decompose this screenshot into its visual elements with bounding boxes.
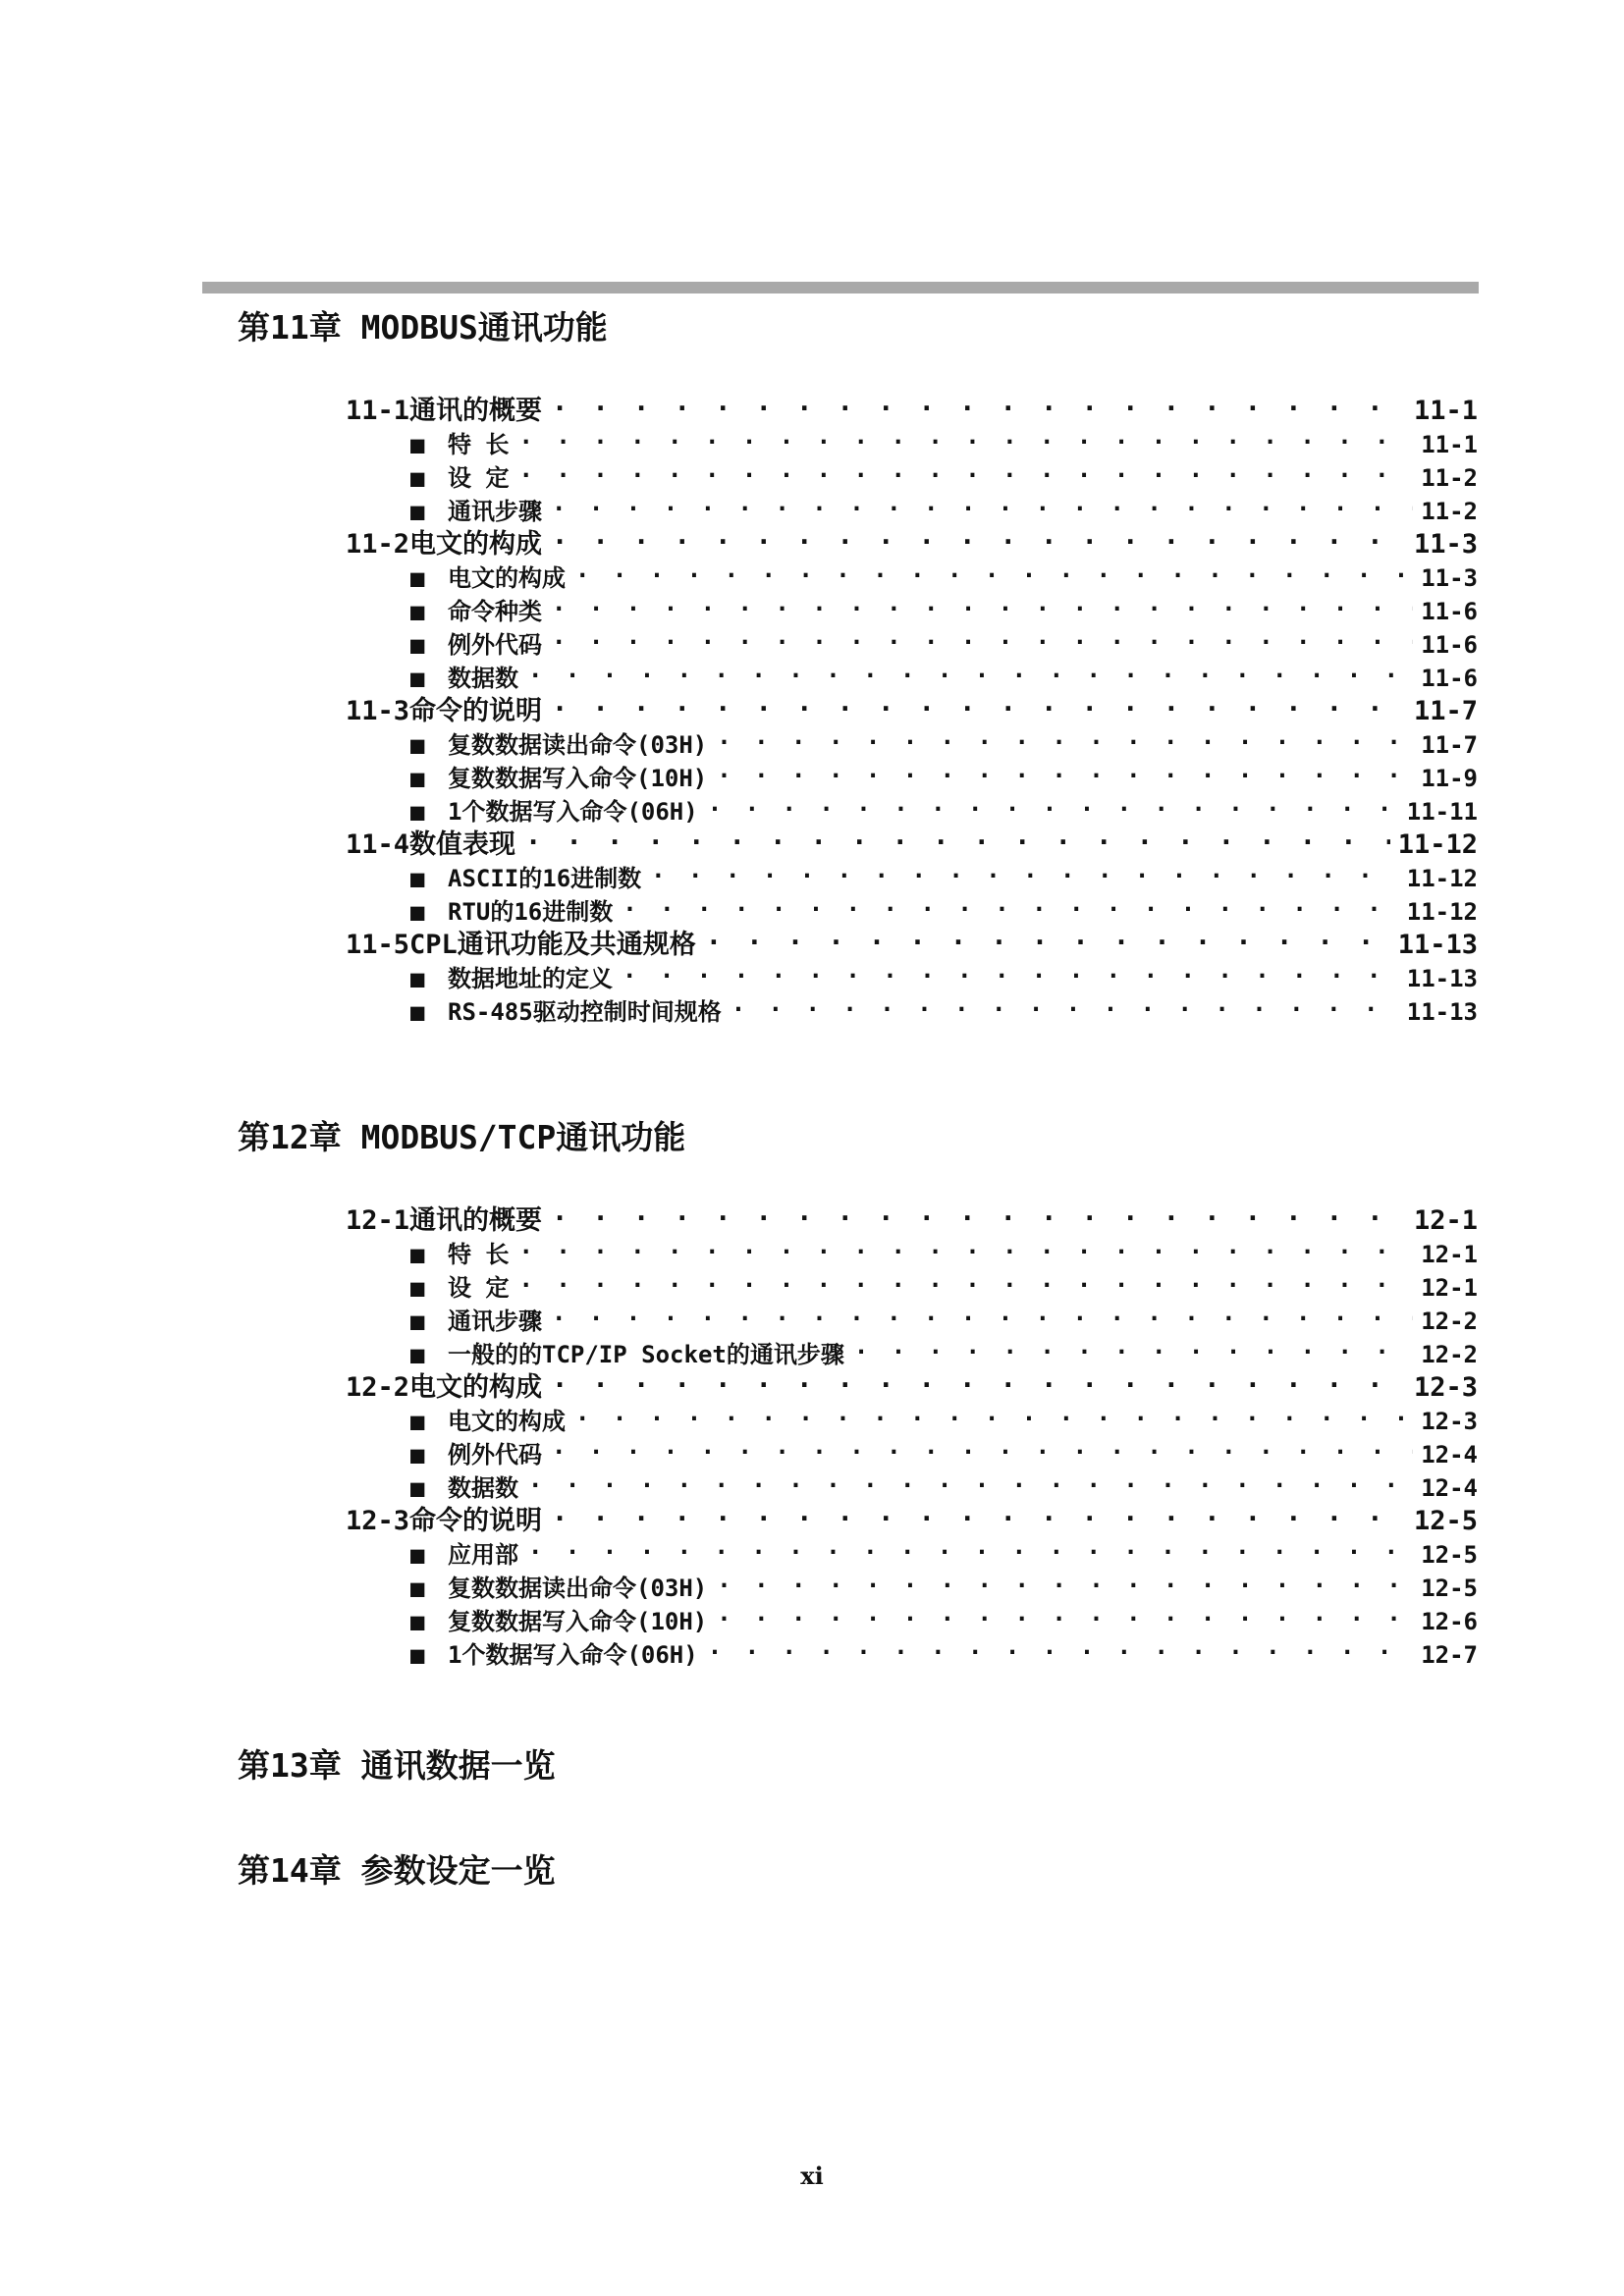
toc-entry-page: 11-3 [1413,529,1478,560]
toc-entry[interactable] [410,886,1478,926]
toc-entry-page: 12-2 [1421,1341,1478,1368]
dot-leader [528,1529,1413,1563]
dot-leader [623,953,1399,987]
bullet-square-icon: ■ [410,1608,425,1635]
toc-entry-page: 12-5 [1421,1575,1478,1602]
toc-entry[interactable] [346,920,1478,960]
toc-entry-label: 数据数 [448,1474,518,1502]
dot-leader [552,486,1413,519]
page-number: xi [800,2162,824,2190]
dot-leader [651,853,1399,886]
toc-entry[interactable] [410,987,1478,1026]
toc-entry-page: 12-1 [1421,1274,1478,1302]
toc-entry-label: 11-2电文的构成 [346,529,543,560]
dot-leader [518,453,1413,486]
toc-entry-page: 11-2 [1421,464,1478,492]
toc-entry-label: 设 定 [448,1274,510,1302]
toc-entry-label: 11-5CPL通讯功能及共通规格 [346,930,696,960]
toc-entry[interactable] [410,486,1478,525]
bullet-square-icon: ■ [410,1541,425,1569]
header-rule [202,282,1479,294]
bullet-square-icon: ■ [410,1441,425,1468]
toc-entry-page: 11-1 [1421,431,1478,458]
toc-entry-label: 通讯步骤 [448,498,542,525]
toc-entry[interactable] [410,1629,1478,1669]
toc-entry[interactable] [346,519,1478,560]
toc-entry-label: 复数数据写入命令(10H) [448,765,708,792]
toc-entry[interactable] [410,720,1478,759]
toc-entry-label: RTU的16进制数 [448,898,614,926]
chapter-title: 第14章 参数设定一览 [238,1851,556,1890]
toc-entry[interactable] [410,753,1478,792]
toc-entry-label: 通讯步骤 [448,1308,542,1335]
bullet-square-icon: ■ [410,1308,425,1335]
toc-entry-page: 11-13 [1406,965,1478,992]
bullet-square-icon: ■ [410,798,425,826]
dot-leader [717,720,1413,753]
toc-entry-label: 11-1通讯的概要 [346,396,543,426]
dot-leader [575,1396,1413,1429]
toc-entry-page: 11-12 [1406,865,1478,892]
toc-entry[interactable] [346,686,1478,726]
toc-entry-page: 12-3 [1413,1372,1478,1403]
toc-entry[interactable] [346,820,1478,860]
dot-leader [528,1463,1413,1496]
toc-entry[interactable] [410,953,1478,992]
toc-entry-page: 12-2 [1421,1308,1478,1335]
toc-entry-label: 设 定 [448,464,510,492]
dot-leader [528,653,1413,686]
dot-leader [525,820,1390,853]
toc-entry-label: 电文的构成 [448,564,566,592]
bullet-square-icon: ■ [410,898,425,926]
toc-entry[interactable] [410,1429,1478,1468]
toc-entry[interactable] [410,1529,1478,1569]
toc-entry[interactable] [410,553,1478,592]
toc-entry-label: 电文的构成 [448,1408,566,1435]
toc-entry-label: ASCII的16进制数 [448,865,642,892]
bullet-square-icon: ■ [410,1408,425,1435]
toc-entry[interactable] [410,1229,1478,1268]
toc-entry-page: 12-4 [1421,1441,1478,1468]
dot-leader [552,1496,1406,1529]
dot-leader [518,1262,1413,1296]
toc-entry-label: 数据地址的定义 [448,965,613,992]
bullet-square-icon: ■ [410,464,425,492]
toc-entry[interactable] [346,386,1478,426]
toc-entry[interactable] [410,1262,1478,1302]
toc-entry-page: 11-2 [1421,498,1478,525]
dot-leader [854,1329,1413,1362]
bullet-square-icon: ■ [410,1474,425,1502]
toc-entry-page: 11-6 [1421,598,1478,625]
toc-entry[interactable] [410,653,1478,692]
toc-entry[interactable] [410,1463,1478,1502]
toc-entry-page: 12-5 [1413,1506,1478,1536]
dot-leader [518,1229,1413,1262]
toc-entry-label: 12-1通讯的概要 [346,1205,543,1236]
toc-entry-label: 例外代码 [448,631,542,659]
toc-entry[interactable] [346,1196,1478,1236]
dot-leader [552,1362,1406,1396]
dot-leader [518,419,1413,453]
dot-leader [552,586,1413,619]
toc-entry[interactable] [410,419,1478,458]
chapter-title: 第11章 MODBUS通讯功能 [238,308,608,347]
toc-entry-page: 11-1 [1413,396,1478,426]
toc-entry-page: 12-1 [1421,1241,1478,1268]
toc-entry-label: 数据数 [448,665,518,692]
toc-entry-page: 11-13 [1397,930,1478,960]
bullet-square-icon: ■ [410,1575,425,1602]
bullet-square-icon: ■ [410,765,425,792]
dot-leader [552,1429,1413,1463]
toc-entry-page: 12-4 [1421,1474,1478,1502]
toc-entry-label: 12-2电文的构成 [346,1372,543,1403]
toc-entry[interactable] [410,786,1478,826]
dot-leader [552,386,1406,419]
toc-entry-label: 复数数据写入命令(10H) [448,1608,708,1635]
bullet-square-icon: ■ [410,431,425,458]
chapter-title: 第12章 MODBUS/TCP通讯功能 [238,1118,686,1156]
bullet-square-icon: ■ [410,1641,425,1669]
toc-entry[interactable] [346,1496,1478,1536]
dot-leader [552,519,1406,553]
toc-entry-page: 11-11 [1406,798,1478,826]
dot-leader [717,1563,1413,1596]
toc-entry-page: 11-12 [1397,829,1478,860]
dot-leader [708,1629,1414,1663]
toc-entry-label: 1个数据写入命令(06H) [448,1641,698,1669]
toc-entry-page: 11-7 [1421,731,1478,759]
toc-entry[interactable] [410,1296,1478,1335]
chapter-title: 第13章 通讯数据一览 [238,1746,556,1785]
toc-entry-label: 一般的的TCP/IP Socket的通讯步骤 [448,1341,844,1368]
toc-entry-label: RS-485驱动控制时间规格 [448,998,722,1026]
toc-entry[interactable] [410,453,1478,492]
bullet-square-icon: ■ [410,998,425,1026]
bullet-square-icon: ■ [410,1274,425,1302]
dot-leader [717,1596,1413,1629]
toc-entry-page: 12-1 [1413,1205,1478,1236]
dot-leader [708,786,1399,820]
dot-leader [717,753,1413,786]
toc-entry-page: 12-6 [1421,1608,1478,1635]
toc-entry-page: 12-5 [1421,1541,1478,1569]
toc-entry-page: 12-7 [1421,1641,1478,1669]
toc-entry-page: 11-9 [1421,765,1478,792]
toc-entry-label: 例外代码 [448,1441,542,1468]
bullet-square-icon: ■ [410,1241,425,1268]
toc-entry-page: 11-6 [1421,665,1478,692]
toc-entry-label: 特 长 [448,431,510,458]
dot-leader [552,1296,1413,1329]
toc-entry[interactable] [410,853,1478,892]
toc-entry[interactable] [410,1596,1478,1635]
toc-entry[interactable] [410,1329,1478,1368]
toc-entry-label: 复数数据读出命令(03H) [448,1575,708,1602]
toc-entry-page: 11-13 [1406,998,1478,1026]
dot-leader [552,686,1406,720]
toc-entry[interactable] [410,619,1478,659]
toc-entry-label: 命令种类 [448,598,542,625]
bullet-square-icon: ■ [410,564,425,592]
toc-entry-page: 11-7 [1413,696,1478,726]
bullet-square-icon: ■ [410,498,425,525]
dot-leader [623,886,1399,920]
dot-leader [552,1196,1406,1229]
bullet-square-icon: ■ [410,965,425,992]
toc-entry-label: 11-3命令的说明 [346,696,543,726]
bullet-square-icon: ■ [410,631,425,659]
dot-leader [706,920,1390,953]
bullet-square-icon: ■ [410,865,425,892]
bullet-square-icon: ■ [410,665,425,692]
dot-leader [575,553,1413,586]
toc-entry[interactable] [410,1396,1478,1435]
toc-entry-label: 12-3命令的说明 [346,1506,543,1536]
bullet-square-icon: ■ [410,1341,425,1368]
toc-entry-page: 11-12 [1406,898,1478,926]
bullet-square-icon: ■ [410,598,425,625]
toc-entry[interactable] [346,1362,1478,1403]
dot-leader [552,619,1413,653]
toc-entry-label: 1个数据写入命令(06H) [448,798,698,826]
toc-entry-page: 12-3 [1421,1408,1478,1435]
bullet-square-icon: ■ [410,731,425,759]
toc-entry-label: 应用部 [448,1541,518,1569]
toc-entry-label: 特 长 [448,1241,510,1268]
dot-leader [731,987,1399,1020]
toc-entry-page: 11-6 [1421,631,1478,659]
toc-entry-label: 复数数据读出命令(03H) [448,731,708,759]
toc-entry-label: 11-4数值表现 [346,829,516,860]
toc-entry-page: 11-3 [1421,564,1478,592]
toc-entry[interactable] [410,1563,1478,1602]
toc-entry[interactable] [410,586,1478,625]
